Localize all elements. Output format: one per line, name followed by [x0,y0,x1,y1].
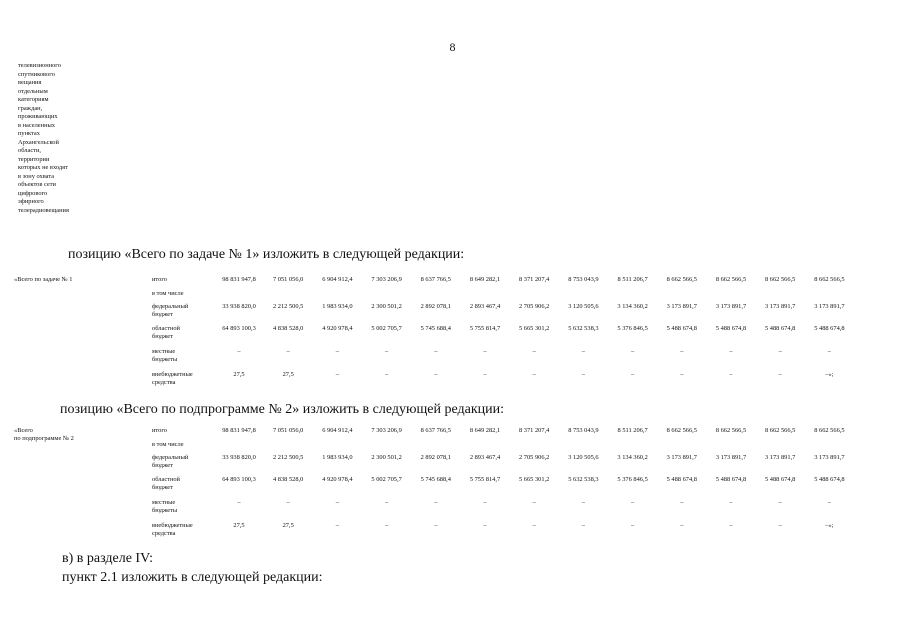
table-cell: 3 173 891,7 [765,454,796,461]
text-line: телевизионного [18,62,61,69]
table-cell: 1 983 934,0 [322,303,353,310]
table-cell: 5 488 674,8 [715,476,747,483]
table-cell: 3 120 505,6 [568,303,599,310]
table-cell: – [729,348,733,355]
table-cell: 7 051 056,0 [273,427,304,434]
table-row [14,325,894,345]
row-name-line: бюджет [152,332,173,340]
table-cell: – [581,371,585,378]
table-cell: 7 303 206,9 [371,276,402,283]
table-cell: 6 904 912,4 [322,427,353,434]
row-name [152,441,214,449]
text-line: проживающих [18,113,58,120]
table-cell: – [384,499,389,506]
table-cell: 5 745 688,4 [420,476,451,483]
table-cell: 8 662 566,5 [765,427,796,434]
table-cell: – [680,499,684,506]
row-name [152,303,214,318]
table-cell: – [384,371,389,378]
table-cell: 2 212 500,5 [273,303,304,310]
table-row [14,476,894,496]
row-name [152,325,214,340]
table-cell: – [778,499,782,506]
text-line: спутникового [18,70,55,78]
row-name [152,290,214,298]
table-cell: – [532,371,536,378]
text-line: категориям [18,96,49,103]
table-cell: – [532,522,536,529]
table-cell: 4 920 978,4 [322,325,353,332]
row-name-line: местные [152,499,176,506]
row-name [152,371,214,386]
table-cell: 8 662 566,5 [666,276,697,283]
row-name-line: внебюджетные [152,371,193,378]
text-line: цифрового [18,189,48,197]
page-number: 8 [449,40,456,54]
table-cell: 5 488 674,8 [715,325,747,332]
table-cell: – [729,371,733,378]
table-label-line: «Всего [14,427,33,434]
table-cell: 5 632 538,3 [568,325,599,332]
table-cell: 8 662 566,5 [666,427,697,434]
table-cell: 27,5 [233,371,245,378]
table-cell: – [384,522,389,529]
row-name-line: федеральный [152,303,189,310]
row-name-line: внебюджетные [152,522,193,529]
table-cell: 8 753 043,9 [568,427,599,434]
text-line: эфирного [18,198,44,205]
table-cell: 8 662 566,5 [715,427,747,434]
table-cell: 2 893 467,4 [469,454,501,461]
heading-task-1: позицию «Всего по задаче № 1» изложить в следующей редакции: [68,247,465,262]
text-line: которых не входят [18,164,68,171]
table-cell: 5 376 846,5 [617,476,648,483]
table-cell: – [434,348,438,355]
table-cell: – [237,499,241,506]
table-cell: – [483,522,487,529]
table-cell: – [434,499,438,506]
table-cell: – [434,371,438,378]
paragraph-section-iv: в) в разделе IV: [62,551,154,566]
continued-row-text [18,62,108,215]
table-cell: 8 511 206,7 [617,276,648,283]
table-cell: – [630,348,635,355]
table-cell: – [483,348,487,355]
table-cell: 5 376 846,5 [617,325,648,332]
row-name-line: средства [152,378,176,386]
table-cell: – [630,371,635,378]
table-cell: 5 488 674,8 [765,325,796,332]
table-cell: 5 488 674,8 [814,325,845,332]
table-cell: – [335,371,339,378]
table-cell: 2 300 501,2 [371,454,402,461]
table-cell: 2 892 078,1 [420,454,451,461]
row-name-line: бюджеты [152,506,178,514]
table-cell: 5 632 538,3 [568,476,599,483]
table-cell: 2 893 467,4 [469,303,501,310]
table-cell: – [532,348,536,355]
table-cell: 3 173 891,7 [765,303,796,310]
table-cell: 8 649 282,1 [469,427,501,434]
table-cell: – [729,499,733,506]
table-row [14,348,894,368]
row-name [152,348,214,363]
table-cell: 3 173 891,7 [814,454,845,461]
table-cell: – [335,499,339,506]
text-line: отдельным [18,87,48,95]
table-row [14,303,894,323]
row-name [152,276,214,284]
row-name [152,427,214,435]
table-cell: 5 488 674,8 [666,476,697,483]
table-cell: 27,5 [233,522,245,529]
table-cell: 3 173 891,7 [814,303,845,310]
table-cell: – [581,348,585,355]
table-cell: 3 120 505,6 [568,454,599,461]
table-cell: – [778,371,782,378]
table-cell: 5 665 301,2 [519,476,550,483]
table-cell: 4 838 528,0 [273,325,304,332]
table-cell: 8 662 566,5 [814,276,845,283]
table-cell: 8 371 207,4 [519,276,550,283]
table-cell: – [384,348,389,355]
table-cell: 5 665 301,2 [519,325,550,332]
row-name-line: бюджет [152,461,173,469]
table-cell: – [827,499,831,506]
row-name-line: бюджет [152,310,173,318]
row-name-line: областной [152,325,180,332]
row-name-line: средства [152,529,176,537]
table-row [14,371,894,391]
table-cell: 1 983 934,0 [322,454,353,461]
row-name-line: областной [152,476,180,483]
table-cell: 8 662 566,5 [765,276,796,283]
table-cell: –»; [825,371,834,378]
table-cell: 7 051 056,0 [273,276,304,283]
table-cell: 2 705 906,2 [519,454,550,461]
table-cell: – [778,522,782,529]
table-cell: 5 488 674,8 [666,325,697,332]
table-cell: 27,5 [282,522,294,529]
row-name [152,522,214,537]
table-cell: – [434,522,438,529]
row-name-line: федеральный [152,454,189,461]
table-cell: 33 938 820,0 [222,303,256,310]
text-line: в зону охвата [18,172,55,180]
row-name-line: бюджет [152,483,173,491]
text-line: объектов сети [18,181,56,188]
row-name-line: бюджеты [152,355,178,363]
row-name [152,476,214,491]
table-cell: 98 831 947,8 [222,427,256,434]
table-cell: – [286,499,290,506]
table-cell: 8 753 043,9 [568,276,599,283]
row-name-line: итого [152,427,167,434]
table-cell: – [581,499,585,506]
table-cell: 5 488 674,8 [765,476,796,483]
table-cell: 6 904 912,4 [322,276,353,283]
table-cell: 3 173 891,7 [715,454,747,461]
table-cell: – [581,522,585,529]
heading-subprogram-2: позицию «Всего по подпрограмме № 2» изложить в следующей редакции: [60,402,505,417]
table-cell: –»; [825,522,834,529]
table-cell: 2 212 500,5 [273,454,304,461]
table-cell: – [237,348,241,355]
text-line: граждан, [18,104,43,112]
table-cell: 8 511 206,7 [617,427,648,434]
table-row [14,522,894,542]
table-cell: – [532,499,536,506]
table-row [14,499,894,519]
table-cell: 4 838 528,0 [273,476,304,483]
table-cell: 5 755 814,7 [469,476,501,483]
text-line: в населенных [18,121,55,129]
table-cell: 64 893 100,3 [222,476,256,483]
table-cell: – [680,371,684,378]
row-name-line: в том числе [152,441,184,448]
text-line: пунктах [18,130,40,137]
table-cell: – [483,371,487,378]
table-cell: 5 755 814,7 [469,325,501,332]
table-cell: 8 649 282,1 [469,276,501,283]
table-cell: – [286,348,290,355]
text-line: Архангельской [18,138,59,146]
table-cell: 5 488 674,8 [814,476,845,483]
text-line: вещания [18,79,42,86]
table-cell: – [483,499,487,506]
table-cell: 3 134 360,2 [617,303,648,310]
table-cell: 8 637 766,5 [420,427,451,434]
table-cell: 2 705 906,2 [519,303,550,310]
table-cell: 3 173 891,7 [715,303,747,310]
table-cell: 4 920 978,4 [322,476,353,483]
table-cell: 2 892 078,1 [420,303,451,310]
table-cell: 33 938 820,0 [222,454,256,461]
table-cell: 3 173 891,7 [666,454,697,461]
table-label-line: по подпрограмме № 2 [14,435,74,442]
table-cell: – [630,499,635,506]
table-row [14,454,894,474]
table-cell: 5 002 705,7 [371,476,402,483]
paragraph-point-2-1: пункт 2.1 изложить в следующей редакции: [62,570,323,585]
table-cell: 8 662 566,5 [715,276,747,283]
table-cell: – [827,348,831,355]
table-cell: 3 173 891,7 [666,303,697,310]
text-line: телерадиовещания [18,206,69,214]
table-cell: 27,5 [282,371,294,378]
table-cell: – [630,522,635,529]
table-cell: – [680,522,684,529]
table-cell: 8 662 566,5 [814,427,845,434]
row-name [152,454,214,469]
table-cell: – [778,348,782,355]
table-cell: 98 831 947,8 [222,276,256,283]
row-name-line: в том числе [152,290,184,297]
row-name-line: итого [152,276,167,283]
table-cell: 8 637 766,5 [420,276,451,283]
text-line: области, [18,147,41,154]
table-cell: 7 303 206,9 [371,427,402,434]
table-cell: 5 745 688,4 [420,325,451,332]
table-cell: – [680,348,684,355]
table-cell: 3 134 360,2 [617,454,648,461]
table-cell: – [335,522,339,529]
text-line: территории [18,155,50,163]
table-cell: 2 300 501,2 [371,303,402,310]
table-cell: – [335,348,339,355]
table-cell: 5 002 705,7 [371,325,402,332]
table-label-line: «Всего по задаче № 1 [14,276,73,283]
table-cell: – [729,522,733,529]
row-name-line: местные [152,348,176,355]
table-cell: 64 893 100,3 [222,325,256,332]
table-cell: 8 371 207,4 [519,427,550,434]
row-name [152,499,214,514]
